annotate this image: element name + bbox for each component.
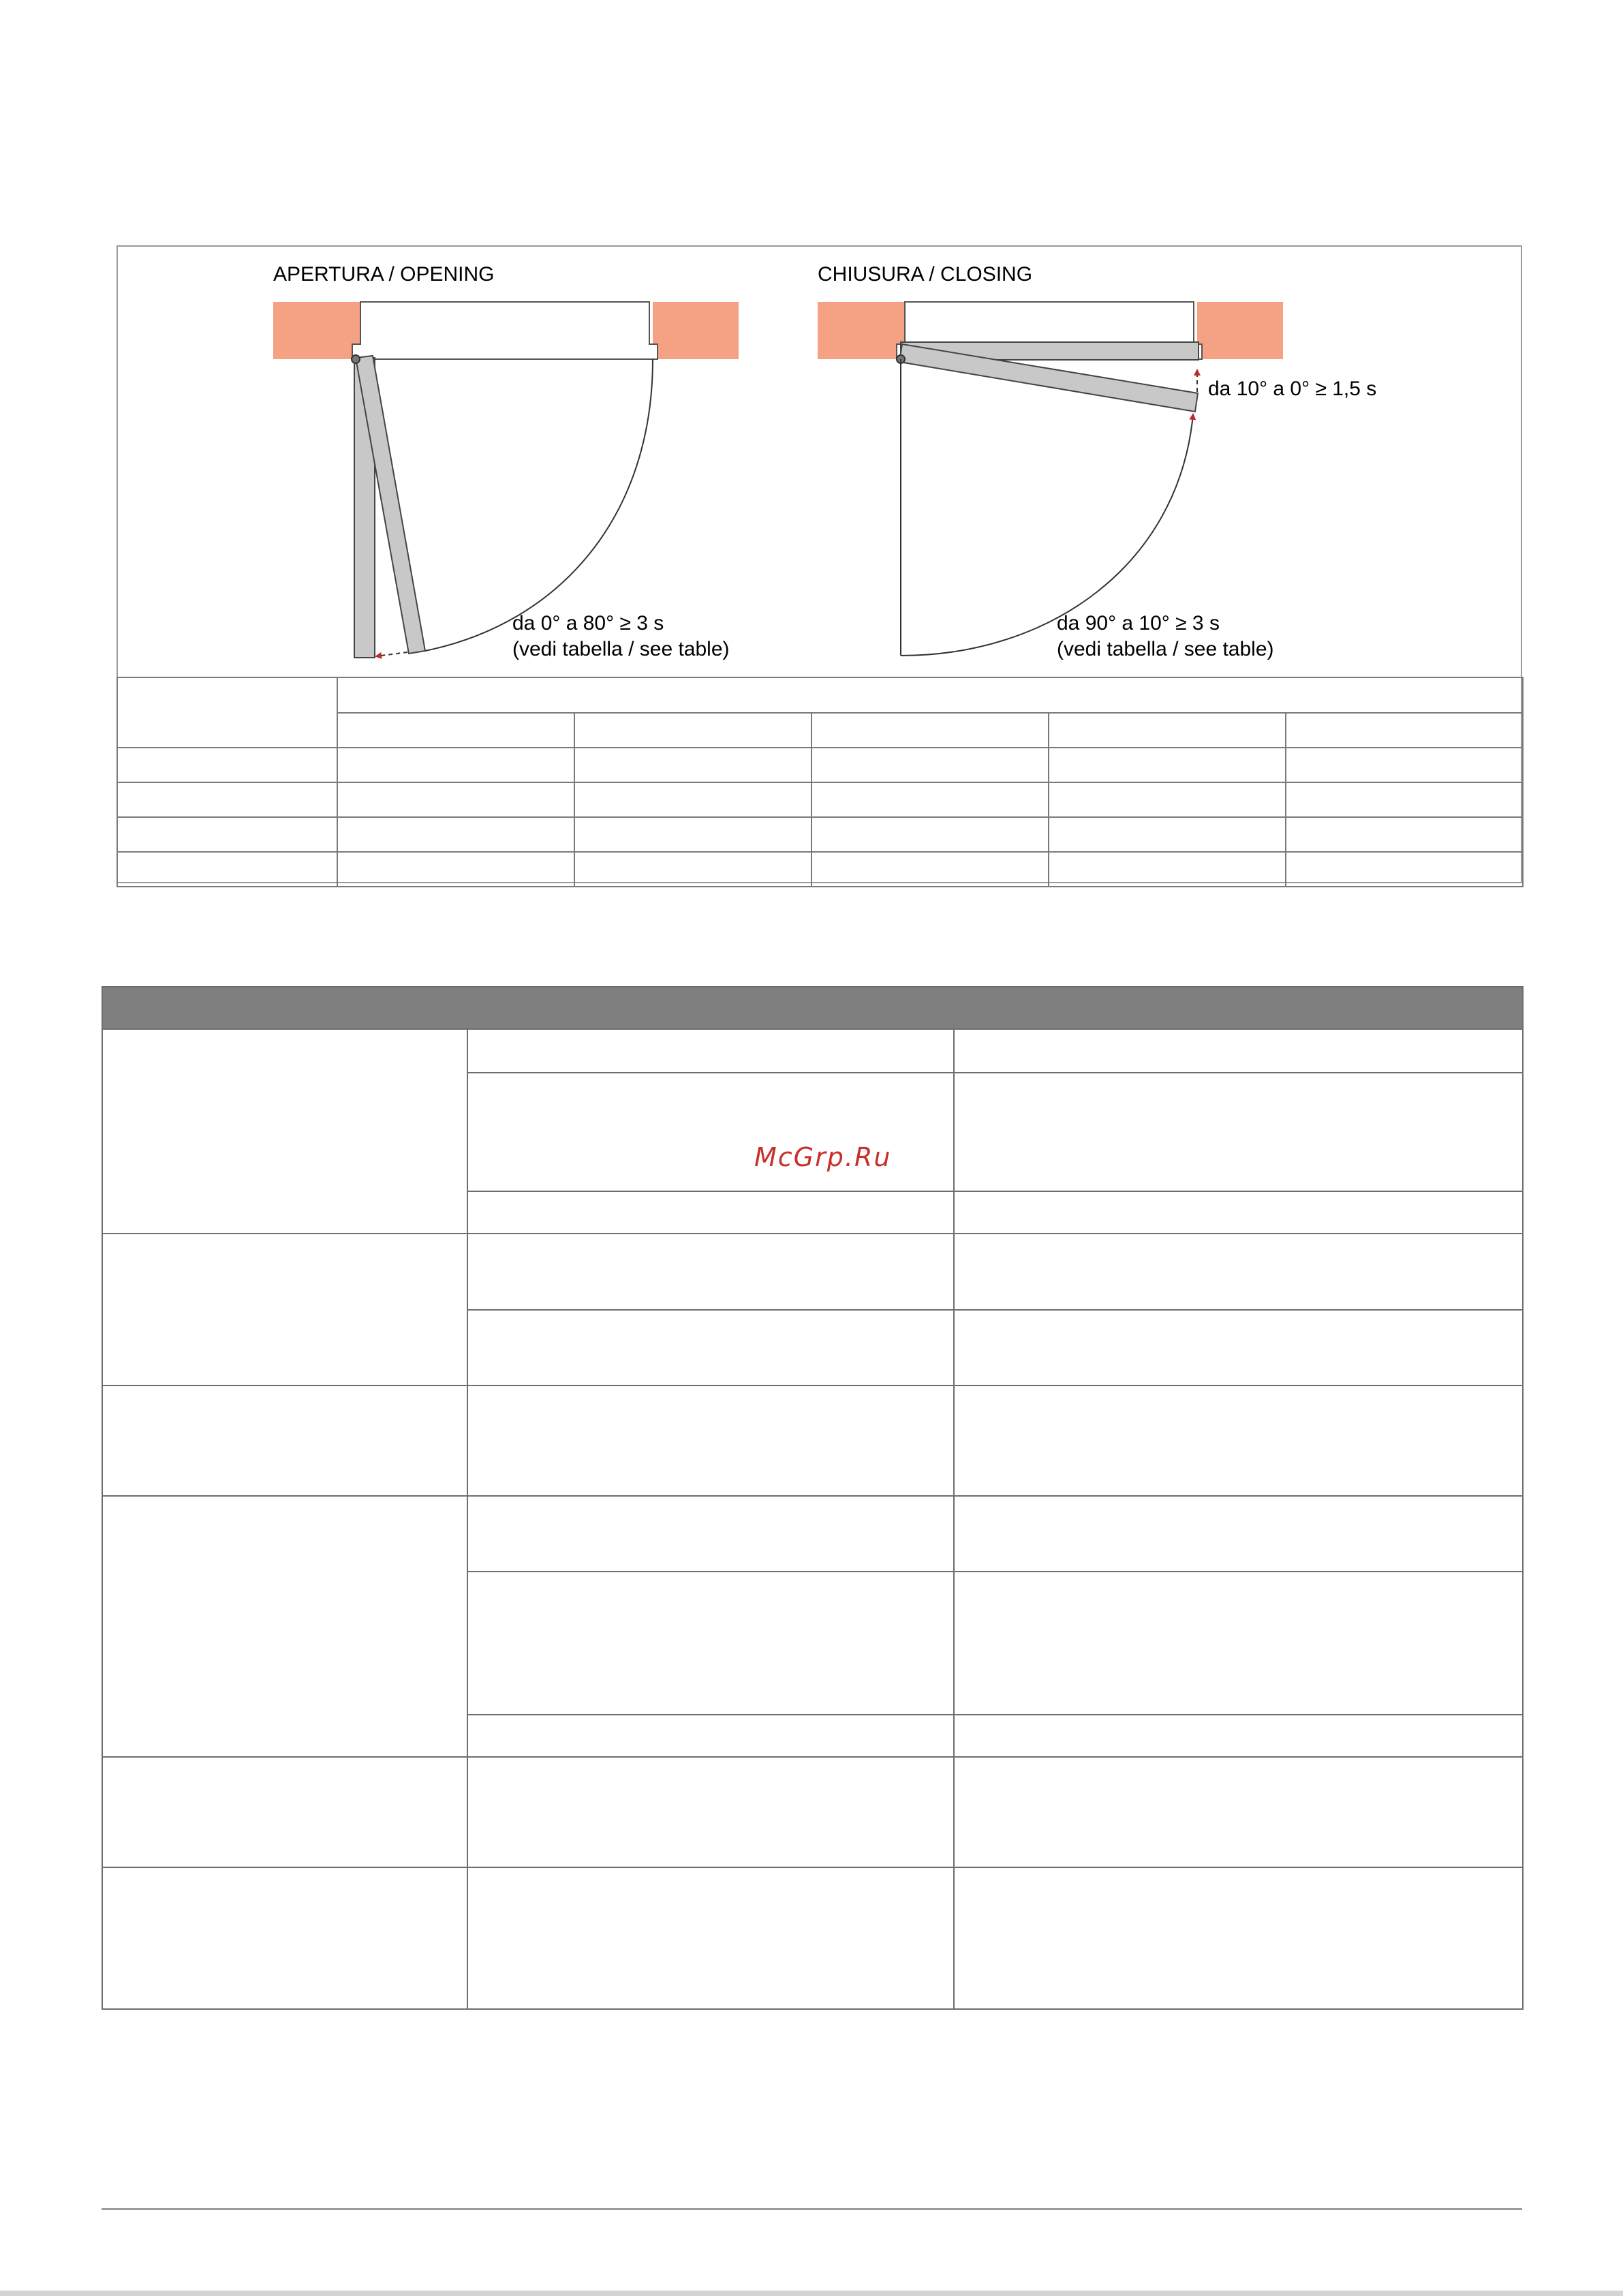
table-cell xyxy=(117,817,337,852)
hinge-pivot-opening xyxy=(352,355,360,363)
table-cell xyxy=(954,1073,1523,1191)
table-cell xyxy=(337,852,574,887)
door-frame-opening xyxy=(352,302,658,359)
table-cell xyxy=(812,817,1049,852)
table-cell xyxy=(467,1386,954,1496)
opening-timing-note: (vedi tabella / see table) xyxy=(512,638,730,660)
opening-title: APERTURA / OPENING xyxy=(273,263,495,286)
table-row xyxy=(117,852,1523,887)
table-cell xyxy=(102,1496,467,1757)
table-cell xyxy=(574,748,812,782)
right-wall-opening xyxy=(653,302,739,359)
right-wall-closing xyxy=(1197,302,1283,359)
table-cell xyxy=(954,1191,1523,1234)
table-cell xyxy=(954,1386,1523,1496)
table-cell xyxy=(954,1572,1523,1715)
table-cell xyxy=(1049,782,1286,817)
table-cell xyxy=(1286,782,1523,817)
table-cell xyxy=(102,1029,467,1234)
table-cell xyxy=(467,1496,954,1572)
table-cell xyxy=(467,1715,954,1757)
table-cell xyxy=(1286,713,1523,748)
table-cell xyxy=(467,1073,954,1191)
table-row xyxy=(102,1867,1523,2009)
table-cell xyxy=(337,748,574,782)
table-cell xyxy=(102,1757,467,1867)
table-cell xyxy=(337,817,574,852)
opening-arrow xyxy=(376,652,407,656)
table-cell xyxy=(812,748,1049,782)
door-swing-diagram xyxy=(0,0,1623,682)
spec-header-row xyxy=(102,987,1523,1029)
table-cell xyxy=(467,1191,954,1234)
latch-timing: da 10° a 0° ≥ 1,5 s xyxy=(1208,378,1377,400)
table-row xyxy=(102,1496,1523,1572)
table-cell xyxy=(812,713,1049,748)
left-wall-opening xyxy=(273,302,360,359)
footer-divider xyxy=(102,2208,1522,2210)
table-cell xyxy=(337,713,574,748)
table-header-row xyxy=(117,677,1523,713)
table-cell xyxy=(102,1234,467,1386)
table-cell xyxy=(467,1867,954,2009)
table-cell xyxy=(812,852,1049,887)
table-cell xyxy=(1286,748,1523,782)
table-cell xyxy=(117,748,337,782)
table-cell xyxy=(337,782,574,817)
closing-title: CHIUSURA / CLOSING xyxy=(818,263,1033,286)
table-cell xyxy=(1049,852,1286,887)
table-cell xyxy=(812,782,1049,817)
table-cell xyxy=(467,1757,954,1867)
table-cell xyxy=(467,1572,954,1715)
table-cell xyxy=(954,1234,1523,1310)
table-row xyxy=(102,1757,1523,1867)
table-cell xyxy=(467,1234,954,1310)
table-cell xyxy=(1049,817,1286,852)
table-row xyxy=(102,1386,1523,1496)
opening-diagram xyxy=(273,263,739,660)
table-cell xyxy=(1286,852,1523,887)
table-cell xyxy=(954,1029,1523,1073)
table-cell xyxy=(954,1310,1523,1386)
table-cell xyxy=(574,852,812,887)
watermark-text: McGrp.Ru xyxy=(754,1142,892,1172)
table-cell xyxy=(574,782,812,817)
table-cell xyxy=(1286,817,1523,852)
table-cell xyxy=(102,1386,467,1496)
table-cell xyxy=(574,817,812,852)
table-cell xyxy=(337,677,1523,713)
table-cell xyxy=(117,782,337,817)
table-cell xyxy=(117,677,337,748)
table-cell xyxy=(1049,713,1286,748)
table-cell xyxy=(467,1310,954,1386)
opening-timing: da 0° a 80° ≥ 3 s xyxy=(512,612,664,634)
table-cell xyxy=(467,1029,954,1073)
table-row xyxy=(102,1234,1523,1310)
table-row xyxy=(117,817,1523,852)
specification-table xyxy=(102,986,1524,2010)
table-cell xyxy=(574,713,812,748)
table-cell xyxy=(954,1496,1523,1572)
table-cell xyxy=(954,1757,1523,1867)
table-cell xyxy=(954,1867,1523,2009)
swing-arc-opening xyxy=(425,359,653,651)
table-cell xyxy=(102,1867,467,2009)
table-cell xyxy=(954,1715,1523,1757)
left-wall-closing xyxy=(818,302,905,359)
table-cell xyxy=(1049,748,1286,782)
table-row xyxy=(117,748,1523,782)
closing-timing: da 90° a 10° ≥ 3 s xyxy=(1057,612,1220,634)
page-bottom-strip xyxy=(0,2291,1623,2296)
table-row xyxy=(102,1029,1523,1073)
table-row xyxy=(117,782,1523,817)
closing-timing-note: (vedi tabella / see table) xyxy=(1057,638,1274,660)
table-cell xyxy=(117,852,337,887)
closing-time-table xyxy=(117,677,1524,887)
spec-header-cell xyxy=(102,987,1523,1029)
closing-diagram xyxy=(818,263,1376,660)
